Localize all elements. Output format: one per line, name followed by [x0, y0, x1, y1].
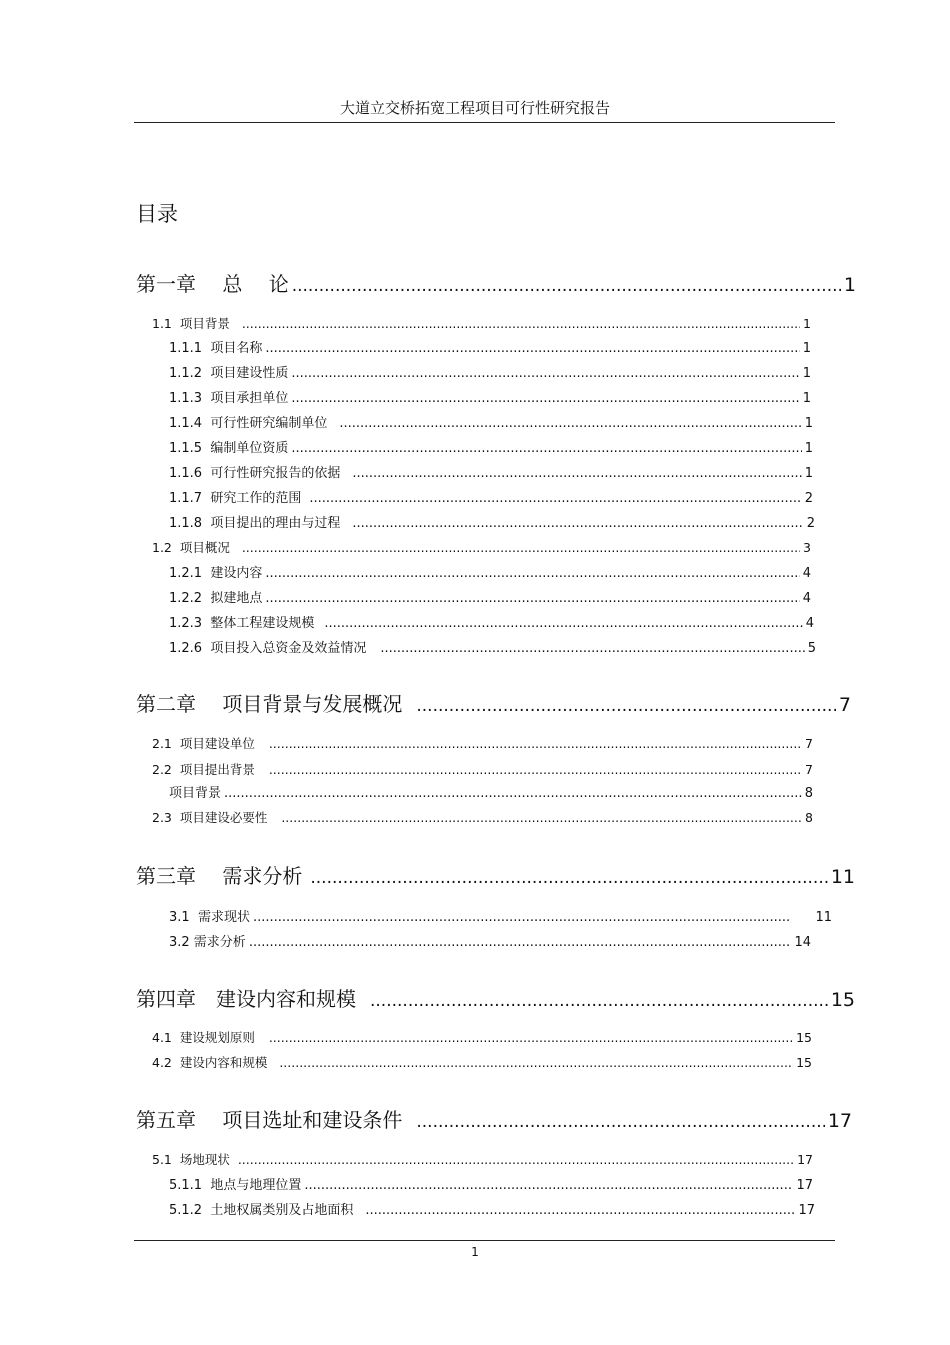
leader-dots	[265, 566, 799, 581]
toc-section-3-2[interactable]	[169, 931, 811, 950]
leader-dots	[242, 316, 800, 331]
toc-subsection-1-1-5[interactable]	[169, 437, 813, 456]
toc-subsection-1-1-1[interactable]	[169, 337, 811, 356]
leader-dots	[309, 491, 801, 506]
toc-subsection-1-2-1[interactable]	[169, 562, 811, 581]
toc-label: 项目背景	[169, 786, 222, 801]
leader-dots	[304, 1178, 793, 1193]
leader-dots	[310, 868, 827, 888]
toc-label: 第五章 项目选址和建设条件	[136, 1108, 403, 1132]
toc-page: 4	[802, 591, 811, 606]
toc-label: 第一章 总 论	[136, 272, 289, 296]
leader-dots	[416, 1112, 824, 1132]
toc-page: 15	[796, 1055, 812, 1070]
toc-label: 1.1.3 项目承担单位	[169, 391, 289, 406]
leader-dots	[279, 1055, 793, 1070]
toc-page: 2	[806, 516, 815, 531]
toc-page: 11	[815, 910, 832, 925]
toc-label: 第四章 建设内容和规模	[136, 987, 356, 1011]
leader-dots	[380, 641, 804, 656]
toc-page: 5	[807, 641, 816, 656]
toc-page: 1	[802, 341, 811, 356]
leader-dots	[291, 441, 801, 456]
toc-page: 3	[803, 540, 811, 555]
leader-dots	[416, 696, 836, 716]
toc-section-1-1[interactable]	[152, 314, 811, 332]
toc-label: 第二章 项目背景与发展概况	[136, 692, 403, 716]
toc-page: 2	[804, 491, 813, 506]
toc-subsection-5-1-2[interactable]	[169, 1199, 815, 1218]
toc-section-2-1[interactable]	[152, 734, 813, 752]
leader-dots	[265, 591, 799, 606]
toc-section-2-2[interactable]	[152, 760, 813, 778]
toc-chapter-1[interactable]	[136, 268, 856, 297]
toc-label: 5.1.1 地点与地理位置	[169, 1178, 302, 1193]
toc-page: 11	[830, 866, 855, 888]
toc-label: 3.2 需求分析	[169, 935, 246, 950]
header-rule	[134, 122, 835, 123]
toc-label: 1.1.7 研究工作的范围	[169, 491, 302, 506]
toc-page: 17	[827, 1110, 852, 1132]
toc-subsection-1-1-3[interactable]	[169, 387, 811, 406]
leader-dots	[291, 366, 799, 381]
leader-dots	[281, 810, 802, 825]
toc-page: 7	[838, 694, 851, 716]
toc-subsection-1-2-3[interactable]	[169, 612, 814, 631]
toc-page: 1	[802, 366, 811, 381]
toc-page: 4	[802, 566, 811, 581]
footer-page-number: 1	[471, 1245, 479, 1259]
toc-label: 5.1.2 土地权属类别及占地面积	[169, 1203, 354, 1218]
toc-subsection-5-1-1[interactable]	[169, 1174, 813, 1193]
toc-chapter-4[interactable]	[136, 983, 855, 1012]
toc-page: 1	[804, 466, 813, 481]
leader-dots	[242, 540, 800, 555]
toc-page: 17	[796, 1178, 813, 1193]
toc-section-4-2[interactable]	[152, 1053, 812, 1071]
toc-section-5-1[interactable]	[152, 1150, 813, 1168]
toc-label: 1.2.1 建设内容	[169, 566, 263, 581]
toc-subsection-1-1-4[interactable]	[169, 412, 813, 431]
document-header-title: 大道立交桥拓宽工程项目可行性研究报告	[339, 99, 610, 117]
toc-chapter-3[interactable]	[136, 860, 855, 889]
toc-label: 1.2.2 拟建地点	[169, 591, 263, 606]
toc-section-4-1[interactable]	[152, 1028, 812, 1046]
leader-dots	[269, 1030, 793, 1045]
toc-label: 1.1 项目背景	[152, 316, 230, 331]
toc-page: 14	[794, 935, 811, 950]
toc-page: 17	[798, 1203, 815, 1218]
toc-subsection-1-2-6[interactable]	[169, 637, 816, 656]
toc-label: 1.1.2 项目建设性质	[169, 366, 289, 381]
toc-page: 1	[802, 391, 811, 406]
toc-label: 1.1.8 项目提出的理由与过程	[169, 516, 341, 531]
toc-page: 1	[804, 416, 813, 431]
toc-label: 第三章 需求分析	[136, 864, 303, 888]
leader-dots	[352, 466, 801, 481]
toc-label: 2.1 项目建设单位	[152, 736, 255, 751]
toc-page: 1	[843, 274, 856, 296]
leader-dots	[370, 991, 828, 1011]
toc-page: 15	[830, 989, 855, 1011]
leader-dots	[352, 516, 803, 531]
leader-dots	[238, 1152, 794, 1167]
toc-section-2-3[interactable]	[152, 808, 813, 826]
toc-chapter-2[interactable]	[136, 688, 851, 717]
toc-label: 1.1.4 可行性研究编制单位	[169, 416, 328, 431]
leader-dots	[339, 416, 801, 431]
leader-dots	[265, 341, 799, 356]
toc-page: 17	[797, 1152, 813, 1167]
leader-dots	[292, 276, 841, 296]
leader-dots	[365, 1203, 795, 1218]
toc-page: 1	[804, 441, 813, 456]
toc-subsection-1-1-8[interactable]	[169, 512, 815, 531]
toc-page: 1	[803, 316, 811, 331]
toc-page: 8	[805, 810, 813, 825]
toc-label: 1.2.3 整体工程建设规模	[169, 616, 315, 631]
toc-subsection-1-1-7[interactable]	[169, 487, 813, 506]
toc-label: 2.2 项目提出背景	[152, 762, 255, 777]
leader-dots	[324, 616, 802, 631]
toc-label: 1.1.1 项目名称	[169, 341, 263, 356]
toc-subsection-1-2-2[interactable]	[169, 587, 811, 606]
toc-label: 1.1.6 可行性研究报告的依据	[169, 466, 341, 481]
leader-dots	[291, 391, 799, 406]
toc-label: 3.1 需求现状	[169, 910, 250, 925]
leader-dots	[249, 935, 792, 950]
toc-subsection-1-1-6[interactable]	[169, 462, 813, 481]
toc-section-1-2[interactable]	[152, 538, 811, 556]
toc-page: 7	[805, 762, 813, 777]
toc-label: 2.3 项目建设必要性	[152, 810, 268, 825]
toc-subsection-1-1-2[interactable]	[169, 362, 811, 381]
toc-label: 1.2.6 项目投入总资金及效益情况	[169, 641, 367, 656]
toc-label: 1.1.5 编制单位资质	[169, 441, 289, 456]
leader-dots	[224, 786, 802, 801]
leader-dots	[269, 762, 802, 777]
toc-section-3-1[interactable]	[169, 906, 832, 925]
toc-label: 4.2 建设内容和规模	[152, 1055, 268, 1070]
leader-dots	[269, 736, 802, 751]
leader-dots	[253, 910, 790, 925]
toc-page: 7	[805, 736, 813, 751]
footer-rule	[134, 1240, 835, 1241]
toc-chapter-5[interactable]	[136, 1104, 852, 1133]
toc-label: 4.1 建设规划原则	[152, 1030, 255, 1045]
toc-label: 1.2 项目概况	[152, 540, 230, 555]
toc-page: 4	[805, 616, 814, 631]
toc-subsection-project-background[interactable]	[169, 782, 813, 801]
toc-label: 5.1 场地现状	[152, 1152, 230, 1167]
toc-title: 目录	[136, 202, 178, 226]
toc-page: 15	[796, 1030, 812, 1045]
toc-page: 8	[804, 786, 813, 801]
